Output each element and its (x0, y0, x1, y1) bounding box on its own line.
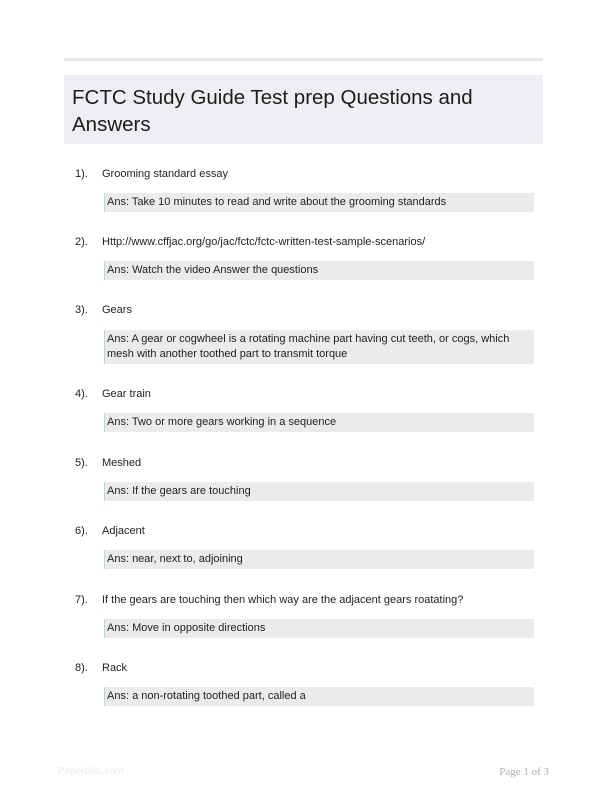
question-number: 8). (75, 662, 88, 674)
answer-box: Ans: near, next to, adjoining (104, 550, 534, 569)
question-text: Http://www.cffjac.org/go/jac/fctc/fctc-written-test-sample-scenarios/ (102, 236, 426, 248)
question-text: Gears (102, 304, 132, 316)
top-divider (64, 58, 543, 61)
question-text: Meshed (102, 457, 142, 469)
question-text: Grooming standard essay (102, 168, 228, 180)
answer-box: Ans: Move in opposite directions (104, 619, 534, 638)
question-number: 7). (75, 594, 88, 606)
document-title: FCTC Study Guide Test prep Questions and Answers (72, 86, 473, 136)
answer-box: Ans: If the gears are touching (104, 482, 534, 501)
question-number: 4). (75, 388, 88, 400)
answer-box: Ans: Two or more gears working in a sequence (104, 413, 534, 432)
question-text: Adjacent (102, 525, 145, 537)
question-text: Rack (102, 662, 128, 674)
question-number: 3). (75, 304, 88, 316)
answer-box: Ans: Watch the video Answer the questions (104, 261, 534, 280)
page-number: Page 1 of 3 (499, 766, 549, 778)
answer-box: Ans: A gear or cogwheel is a rotating machine part having cut teeth, or cogs, which mesh with another toothed part to transmit torque (104, 330, 534, 364)
question-number: 6). (75, 525, 88, 537)
question-text: Gear train (102, 388, 151, 400)
question-number: 1). (75, 168, 88, 180)
question-number: 5). (75, 457, 88, 469)
question-text: If the gears are touching then which way are the adjacent gears roatating? (102, 594, 464, 606)
answer-box: Ans: a non-rotating toothed part, called a (104, 687, 534, 706)
question-number: 2). (75, 236, 88, 248)
title-banner (64, 75, 543, 144)
footer-watermark: Paperbliic.com (58, 766, 124, 777)
answer-box: Ans: Take 10 minutes to read and write about the grooming standards (104, 193, 534, 212)
